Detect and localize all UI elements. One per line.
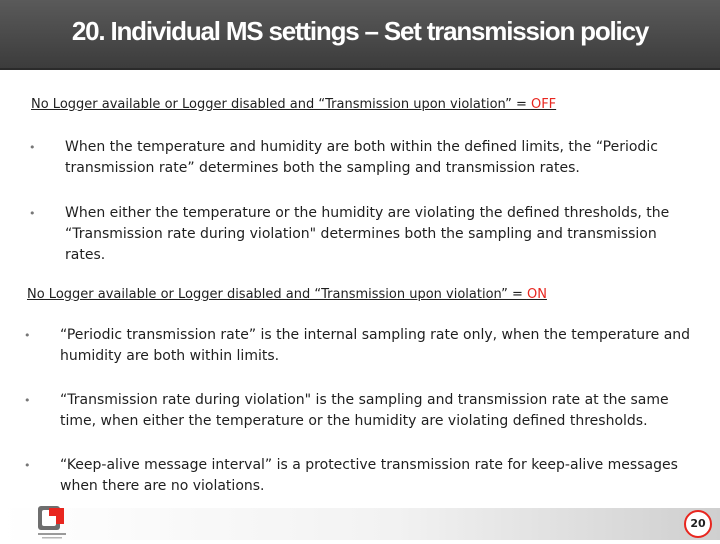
bullet-text: When the temperature and humidity are both within the defined limits, the “Periodic transmission rate” determines both the sampling and transmission rates. <box>65 139 658 176</box>
title-bar <box>0 0 720 70</box>
section-heading-on-text: No Logger available or Logger disabled and “Transmission upon violation” = <box>27 287 527 302</box>
list-item <box>29 137 679 179</box>
section-heading-on <box>27 287 547 302</box>
bullet-text: When either the temperature or the humidity are violating the defined thresholds, the “Transmission rate during violation" determines both the sampling and transmission rates. <box>65 205 670 263</box>
section-heading-off <box>31 97 556 112</box>
bullet-dot-icon: • <box>29 207 36 220</box>
bullet-dot-icon: • <box>24 459 31 472</box>
list-item <box>29 203 679 266</box>
company-logo-icon <box>36 502 70 540</box>
bullet-text: “Keep-alive message interval” is a protective transmission rate for keep-alive messages when there are no violations. <box>60 457 678 494</box>
state-on-label: ON <box>526 287 547 302</box>
footer-bar <box>0 508 720 540</box>
bullet-text: “Periodic transmission rate” is the internal sampling rate only, when the temperature and humidity are both within limits. <box>60 327 691 364</box>
list-item <box>24 390 696 432</box>
list-item <box>24 455 696 497</box>
bullet-dot-icon: • <box>24 394 31 407</box>
slide-title: 20. Individual MS settings – Set transmission policy <box>71 16 649 46</box>
section-heading-off-text: No Logger available or Logger disabled and “Transmission upon violation” = <box>31 97 531 112</box>
bullet-text: “Transmission rate during violation" is the sampling and transmission rate at the same time, when either the temperature or the humidity are violating defined thresholds. <box>60 392 669 429</box>
bullet-dot-icon: • <box>29 141 36 154</box>
bullet-dot-icon: • <box>24 329 31 342</box>
list-item <box>24 325 696 367</box>
state-off-label: OFF <box>530 97 557 112</box>
page-number: 20 <box>684 510 712 538</box>
